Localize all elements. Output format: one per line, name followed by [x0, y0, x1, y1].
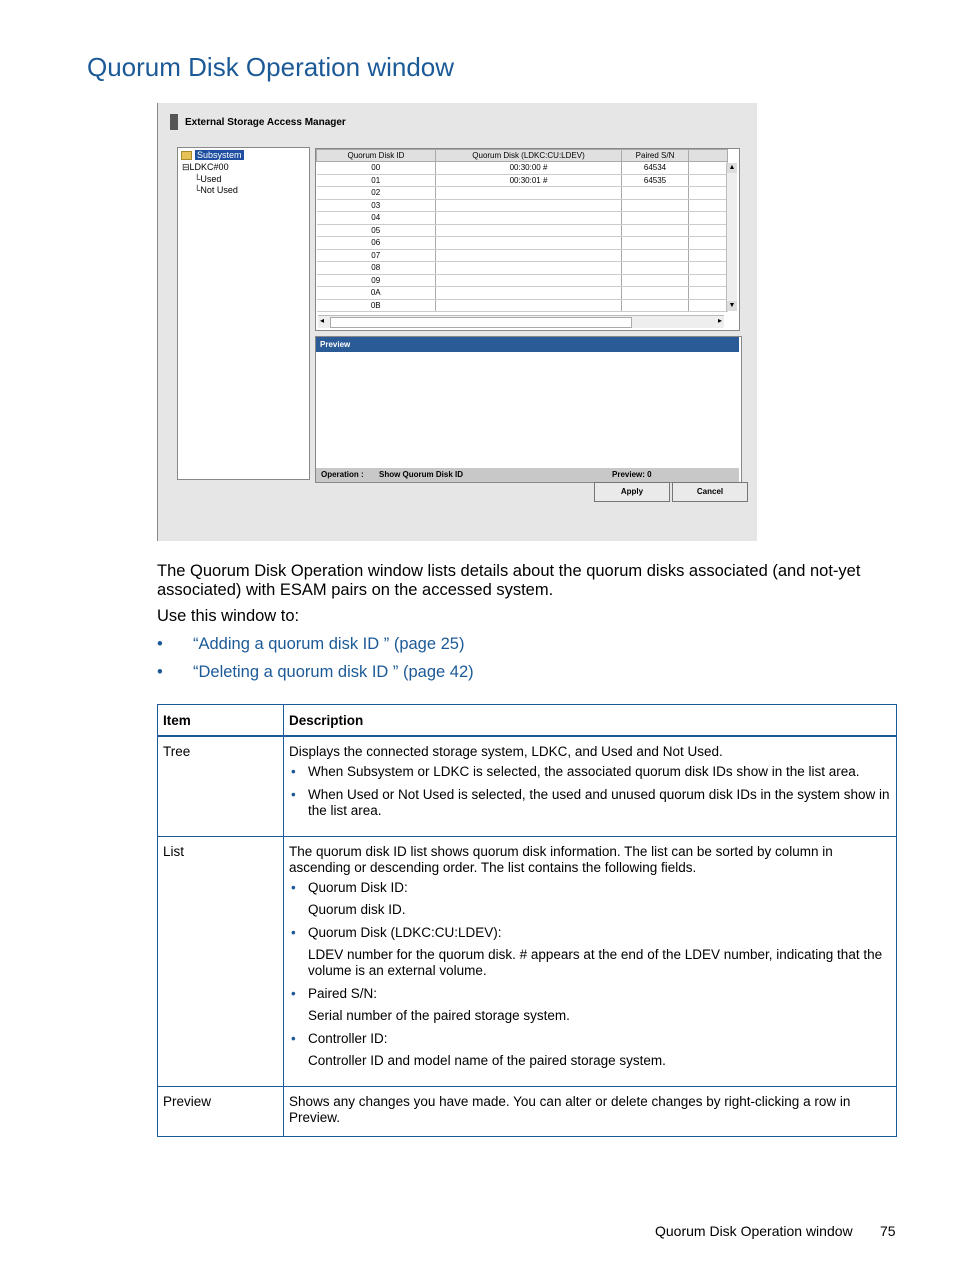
list-row[interactable]	[317, 287, 728, 300]
list-cell	[436, 237, 622, 250]
operation-status	[316, 468, 739, 482]
list-cell	[689, 299, 728, 312]
tree-item-used[interactable]: └Used	[194, 174, 222, 184]
list-cell	[689, 274, 728, 287]
page-title: Quorum Disk Operation window	[87, 52, 455, 82]
list-cell: 04	[317, 212, 436, 225]
list-cell: 64534	[622, 162, 689, 175]
folder-icon	[181, 151, 192, 160]
list-cell	[436, 274, 622, 287]
list-cell	[689, 249, 728, 262]
column-header-paired-sn[interactable]: Paired S/N	[622, 150, 689, 162]
list-cell	[689, 237, 728, 250]
list-cell	[689, 224, 728, 237]
list-cell	[622, 274, 689, 287]
tree-bullet: • When Subsystem or LDKC is selected, the associated quorum disk IDs show in the list area.	[308, 764, 891, 780]
tree-item-not-used[interactable]: └Not Used	[194, 185, 238, 195]
list-row[interactable]	[317, 162, 728, 175]
list-description: The quorum disk ID list shows quorum disk information. The list can be sorted by column in ascending or descending order. The list contains the following fields.	[289, 844, 833, 875]
column-header-quorum-disk-id[interactable]: Quorum Disk ID	[317, 150, 436, 162]
vertical-scrollbar[interactable]	[726, 163, 737, 311]
list-cell: 03	[317, 199, 436, 212]
list-row[interactable]	[317, 262, 728, 275]
apply-button[interactable]: Apply	[594, 482, 670, 502]
list-row[interactable]	[317, 274, 728, 287]
window-header: External Storage Access Manager	[185, 117, 346, 128]
list-cell	[436, 262, 622, 275]
list-cell	[622, 299, 689, 312]
tree-description: Displays the connected storage system, LDKC, and Used and Not Used.	[289, 744, 723, 759]
list-cell: 00	[317, 162, 436, 175]
link-deleting-quorum-disk[interactable]: “Deleting a quorum disk ID ” (page 42)	[193, 663, 474, 681]
list-cell	[436, 212, 622, 225]
header-bar-icon	[170, 114, 178, 130]
list-cell	[436, 287, 622, 300]
preview-panel	[315, 336, 742, 483]
column-header-extra	[689, 150, 728, 162]
list-cell: 01	[317, 174, 436, 187]
list-row[interactable]	[317, 174, 728, 187]
list-row[interactable]	[317, 237, 728, 250]
list-cell	[689, 287, 728, 300]
table-row	[158, 736, 897, 837]
use-text: Use this window to:	[157, 607, 300, 625]
table-row	[158, 1087, 897, 1137]
item-preview: Preview	[158, 1087, 284, 1137]
list-cell	[622, 262, 689, 275]
list-cell	[689, 199, 728, 212]
list-cell	[436, 187, 622, 200]
operation-value: Show Quorum Disk ID	[379, 470, 464, 479]
list-cell	[622, 249, 689, 262]
list-cell: 0A	[317, 287, 436, 300]
cancel-button[interactable]: Cancel	[672, 482, 748, 502]
field-item: • Quorum Disk (LDKC:CU:LDEV): LDEV number for the quorum disk. # appears at the end of the LDEV number, indicating that the volume is an external volume.	[308, 925, 891, 979]
header-item: Item	[158, 705, 284, 737]
list-cell: 06	[317, 237, 436, 250]
list-row[interactable]	[317, 199, 728, 212]
list-cell	[622, 187, 689, 200]
list-cell: 00:30:01 #	[436, 174, 622, 187]
intro-paragraph: The Quorum Disk Operation window lists details about the quorum disks associated (and not-yet associated) with ESAM pairs on the accessed system.	[157, 562, 861, 599]
preview-title: Preview	[316, 337, 739, 352]
list-cell	[689, 262, 728, 275]
tree-item-subsystem[interactable]: Subsystem	[181, 150, 244, 160]
list-cell	[436, 199, 622, 212]
list-cell: 09	[317, 274, 436, 287]
tree-item-ldkc[interactable]: ⊟LDKC#00	[182, 162, 229, 172]
list-cell	[622, 199, 689, 212]
scroll-thumb[interactable]	[330, 317, 632, 328]
operation-label: Operation :	[321, 470, 364, 479]
list-cell: 08	[317, 262, 436, 275]
header-description: Description	[284, 705, 897, 737]
window-screenshot	[157, 103, 757, 541]
scroll-left-icon[interactable]: ◂	[320, 316, 325, 325]
list-row[interactable]	[317, 249, 728, 262]
list-cell	[689, 187, 728, 200]
list-row[interactable]	[317, 212, 728, 225]
tree-panel	[177, 147, 310, 480]
list-row[interactable]	[317, 224, 728, 237]
list-cell: 0B	[317, 299, 436, 312]
list-cell: 00:30:00 #	[436, 162, 622, 175]
field-item: • Quorum Disk ID: Quorum disk ID.	[308, 880, 891, 918]
description-table	[157, 704, 897, 1137]
quorum-disk-list[interactable]	[315, 148, 740, 331]
item-list: List	[158, 837, 284, 1087]
preview-description: Shows any changes you have made. You can alter or delete changes by right-clicking a row in Preview.	[284, 1087, 897, 1137]
item-tree: Tree	[158, 736, 284, 837]
list-cell	[622, 224, 689, 237]
list-cell	[689, 212, 728, 225]
list-cell	[689, 174, 728, 187]
link-adding-quorum-disk[interactable]: “Adding a quorum disk ID ” (page 25)	[193, 635, 465, 653]
table-row	[158, 837, 897, 1087]
list-cell: 05	[317, 224, 436, 237]
tree-bullet: • When Used or Not Used is selected, the used and unused quorum disk IDs in the system show in the list area.	[308, 787, 891, 819]
field-item: • Controller ID: Controller ID and model name of the paired storage system.	[308, 1031, 891, 1069]
list-cell: 64535	[622, 174, 689, 187]
footer-section: Quorum Disk Operation window	[655, 1223, 853, 1239]
page-number: 75	[880, 1223, 896, 1239]
list-cell	[622, 212, 689, 225]
list-row[interactable]	[317, 299, 728, 312]
preview-count: Preview: 0	[612, 470, 652, 479]
list-cell: 07	[317, 249, 436, 262]
column-header-quorum-disk[interactable]: Quorum Disk (LDKC:CU:LDEV)	[436, 150, 622, 162]
horizontal-scrollbar[interactable]	[318, 315, 724, 328]
list-cell	[436, 249, 622, 262]
list-cell	[436, 299, 622, 312]
scroll-right-icon[interactable]: ▸	[717, 316, 722, 325]
list-cell	[689, 162, 728, 175]
list-cell	[436, 224, 622, 237]
list-row[interactable]	[317, 187, 728, 200]
scroll-up-icon[interactable]: ▲	[728, 164, 736, 171]
scroll-down-icon[interactable]: ▼	[728, 302, 736, 309]
list-cell	[622, 237, 689, 250]
list-cell: 02	[317, 187, 436, 200]
field-item: • Paired S/N: Serial number of the paired storage system.	[308, 986, 891, 1024]
list-cell	[622, 287, 689, 300]
